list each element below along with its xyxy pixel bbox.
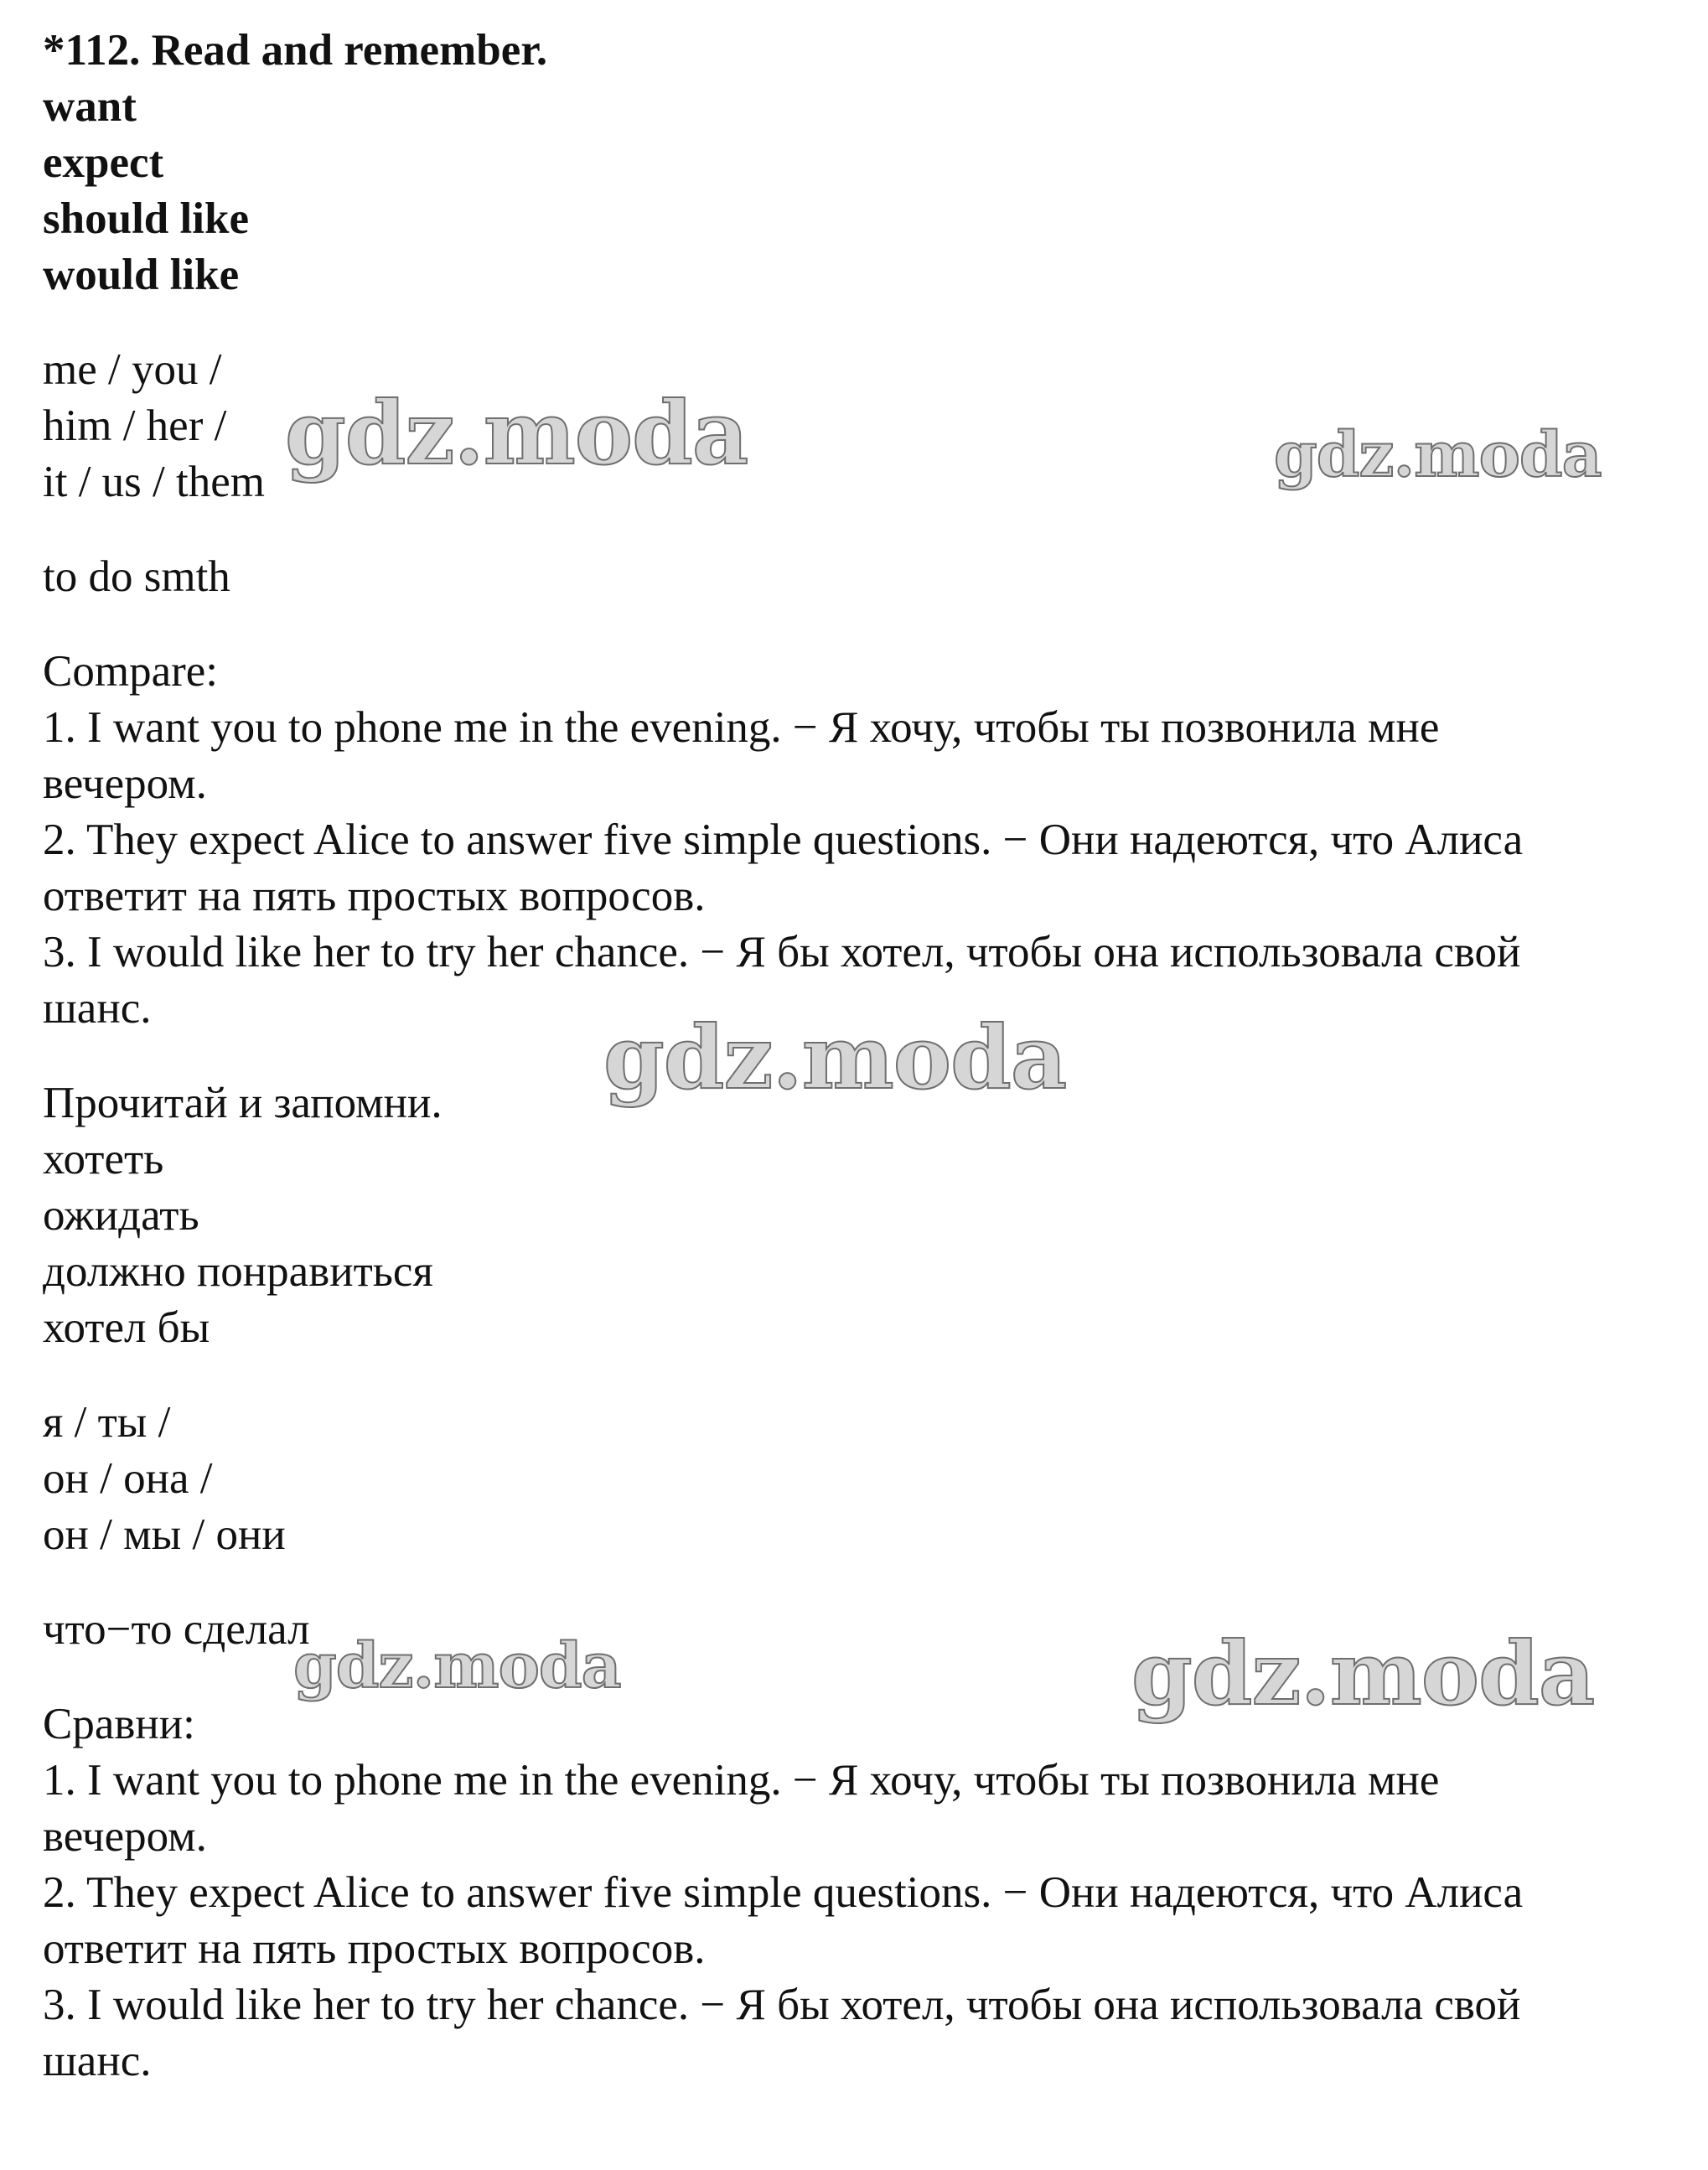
compare-label: Compare: <box>43 647 218 696</box>
translation-heading: Прочитай и запомни. <box>43 1079 443 1127</box>
infinitive-phrase: to do smth <box>43 552 230 601</box>
example-line: 1. I want you to phone me in the evening. − Я хочу, чтобы ты позвонила мне <box>43 703 1440 752</box>
example-line-ru: 1. I want you to phone me in the evening. − Я хочу, чтобы ты позвонила мне <box>43 1756 1440 1805</box>
example-line-ru: ответит на пять простых вопросов. <box>43 1924 706 1973</box>
pronoun-translation: я / ты / <box>43 1398 171 1447</box>
exercise-heading: *112. Read and remember. <box>43 26 548 75</box>
pronoun-translation: он / она / <box>43 1454 213 1503</box>
verb-translation: должно понравиться <box>43 1247 433 1296</box>
example-line-ru: шанс. <box>43 2037 152 2085</box>
pronoun-line-2: him / her / <box>43 401 227 450</box>
pronoun-line-3: it / us / them <box>43 458 265 506</box>
infinitive-translation: что−то сделал <box>43 1605 310 1654</box>
example-line: 2. They expect Alice to answer five simple questions. − Они надеются, что Алиса <box>43 816 1524 864</box>
example-line-ru: 2. They expect Alice to answer five simple questions. − Они надеются, что Алиса <box>43 1868 1524 1917</box>
watermark: gdz.moda <box>1131 1622 1595 1725</box>
verb-want: want <box>43 82 137 131</box>
pronoun-line-1: me / you / <box>43 345 222 394</box>
verb-translation: хотел бы <box>43 1303 210 1352</box>
example-line: шанс. <box>43 984 152 1033</box>
verb-translation: хотеть <box>43 1135 164 1183</box>
verb-translation: ожидать <box>43 1191 199 1240</box>
compare-label-ru: Сравни: <box>43 1700 195 1748</box>
example-line-ru: 3. I would like her to try her chance. − Я бы хотел, чтобы она использовала свой <box>43 1981 1521 2029</box>
pronoun-translation: он / мы / они <box>43 1510 286 1559</box>
watermark: gdz.moda <box>285 381 748 484</box>
example-line: 3. I would like her to try her chance. − Я бы хотел, чтобы она использовала свой <box>43 928 1521 976</box>
verb-should-like: should like <box>43 194 249 243</box>
watermark: gdz.moda <box>1274 419 1602 491</box>
example-line: ответит на пять простых вопросов. <box>43 872 706 920</box>
example-line: вечером. <box>43 759 207 808</box>
watermark: gdz.moda <box>603 1006 1067 1109</box>
watermark: gdz.moda <box>293 1630 621 1702</box>
example-line-ru: вечером. <box>43 1812 207 1861</box>
verb-would-like: would like <box>43 251 240 299</box>
verb-expect: expect <box>43 138 164 187</box>
